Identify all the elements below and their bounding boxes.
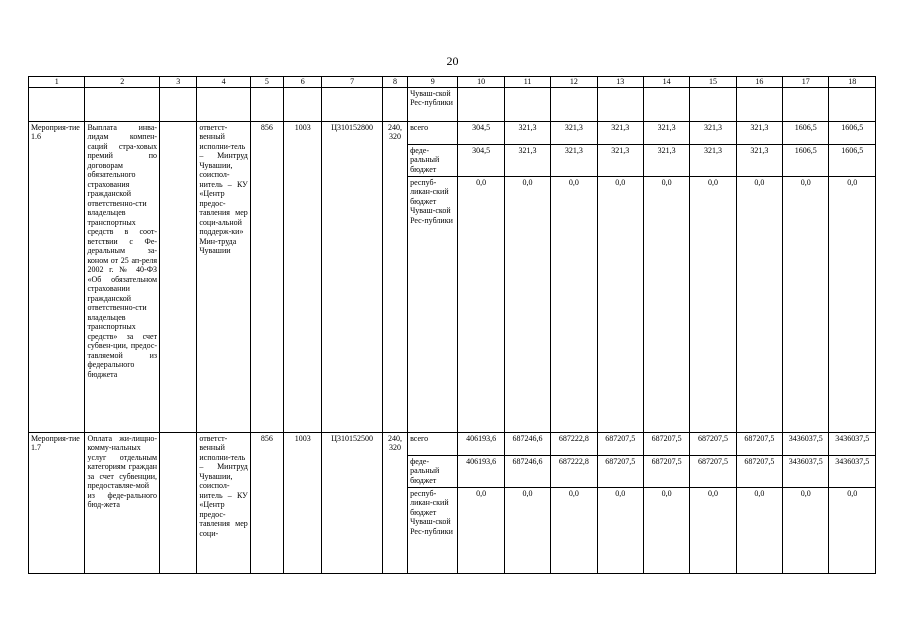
col-header: 2 (85, 77, 160, 88)
source-name: феде-ральный бюджет (408, 144, 458, 176)
value-cell: 687207,5 (690, 455, 736, 487)
value-cell: 687207,5 (597, 432, 643, 455)
source-name: респуб-ликан-ский бюджет Чуваш-ской Рес-публики (408, 176, 458, 432)
value-cell: 0,0 (597, 176, 643, 432)
value-cell: 687246,6 (504, 432, 550, 455)
col-header: 15 (690, 77, 736, 88)
value-cell: 687207,5 (690, 432, 736, 455)
value-cell: 0,0 (643, 487, 689, 573)
page-number: 20 (446, 54, 459, 68)
grbs-code: 856 (250, 432, 283, 573)
value-cell: 687207,5 (736, 455, 782, 487)
measure-code: Мероприя-тие 1.6 (29, 121, 85, 432)
source-name: всего (408, 432, 458, 455)
value-cell: 0,0 (551, 176, 597, 432)
value-cell: 3436037,5 (783, 432, 829, 455)
value-cell: 304,5 (458, 144, 504, 176)
continuation-row (29, 87, 876, 121)
value-cell: 0,0 (829, 487, 876, 573)
col-header: 12 (551, 77, 597, 88)
value-cell: 321,3 (551, 144, 597, 176)
rzpr-code: 1003 (284, 121, 322, 432)
col-header: 17 (783, 77, 829, 88)
col-header: 14 (643, 77, 689, 88)
col-header: 11 (504, 77, 550, 88)
value-cell: 0,0 (736, 487, 782, 573)
value-cell: 0,0 (504, 487, 550, 573)
col-header: 13 (597, 77, 643, 88)
value-cell: 0,0 (829, 176, 876, 432)
value-cell: 687246,6 (504, 455, 550, 487)
col-header: 5 (250, 77, 283, 88)
grbs-code: 856 (250, 121, 283, 432)
value-cell: 0,0 (458, 487, 504, 573)
value-cell: 321,3 (597, 121, 643, 144)
csr-code: Ц310152500 (322, 432, 383, 573)
value-cell: 321,3 (690, 121, 736, 144)
value-cell: 321,3 (597, 144, 643, 176)
vr-code: 240, 320 (382, 121, 407, 432)
value-cell: 321,3 (690, 144, 736, 176)
value-cell: 321,3 (504, 144, 550, 176)
value-cell: 1606,5 (829, 121, 876, 144)
value-cell: 687222,8 (551, 432, 597, 455)
value-cell: 0,0 (551, 487, 597, 573)
value-cell: 687207,5 (643, 432, 689, 455)
value-cell: 1606,5 (829, 144, 876, 176)
col-header: 4 (197, 77, 250, 88)
col-header: 6 (284, 77, 322, 88)
value-cell: 0,0 (597, 487, 643, 573)
value-cell: 3436037,5 (829, 455, 876, 487)
value-cell: 406193,6 (458, 432, 504, 455)
value-cell: 321,3 (643, 144, 689, 176)
col-header: 7 (322, 77, 383, 88)
source-name: всего (408, 121, 458, 144)
measure-executor: ответст-венный исполни-тель – Минтруд Чувашии, соиспол-нитель – КУ «Центр предос-тавления мер соци-альной поддерж-ки» Мин-труда Чувашии (197, 121, 250, 432)
header-row (29, 77, 876, 88)
value-cell: 321,3 (643, 121, 689, 144)
value-cell: 0,0 (690, 176, 736, 432)
value-cell: 0,0 (783, 176, 829, 432)
value-cell: 406193,6 (458, 455, 504, 487)
col-header: 16 (736, 77, 782, 88)
value-cell: 321,3 (736, 121, 782, 144)
budget-table (28, 76, 876, 574)
value-cell: 3436037,5 (829, 432, 876, 455)
table-row (29, 121, 876, 144)
value-cell: 687207,5 (736, 432, 782, 455)
source-name: респуб-ликан-ский бюджет Чуваш-ской Рес-публики (408, 487, 458, 573)
value-cell: 1606,5 (783, 144, 829, 176)
vr-code: 240, 320 (382, 432, 407, 573)
value-cell: 1606,5 (783, 121, 829, 144)
value-cell: 0,0 (783, 487, 829, 573)
value-cell: 0,0 (458, 176, 504, 432)
measure-code: Мероприя-тие 1.7 (29, 432, 85, 573)
value-cell: 0,0 (690, 487, 736, 573)
value-cell: 0,0 (504, 176, 550, 432)
col-header: 1 (29, 77, 85, 88)
table-row (29, 432, 876, 455)
value-cell: 321,3 (551, 121, 597, 144)
value-cell: 687222,8 (551, 455, 597, 487)
col-header: 10 (458, 77, 504, 88)
value-cell: 687207,5 (643, 455, 689, 487)
value-cell: 687207,5 (597, 455, 643, 487)
value-cell: 304,5 (458, 121, 504, 144)
source-name: феде-ральный бюджет (408, 455, 458, 487)
col-header: 3 (160, 77, 197, 88)
measure-executor: ответст-венный исполни-тель – Минтруд Чувашии, соиспол-нитель – КУ «Центр предос-тавления мер соци- (197, 432, 250, 573)
value-cell: 321,3 (736, 144, 782, 176)
value-cell: 321,3 (504, 121, 550, 144)
rzpr-code: 1003 (284, 432, 322, 573)
value-cell: 0,0 (643, 176, 689, 432)
value-cell: 0,0 (736, 176, 782, 432)
col-header: 8 (382, 77, 407, 88)
measure-name: Оплата жи-лищно-комму-нальных услуг отдельным категориям граждан за счет субвенции, предоставляе-мой из феде-рального бюд-жета (85, 432, 160, 573)
source-cell: Чуваш-ской Рес-публики (408, 87, 458, 121)
csr-code: Ц310152800 (322, 121, 383, 432)
col-header: 9 (408, 77, 458, 88)
measure-name: Выплата инва-лидам компен-саций стра-ховых премий по договорам обязательного страхования гражданской ответственно-сти владельцев транспортных средств в соот-ветствии с Фе-деральным за-коном от 25 ап-реля 2002 г. № 40-ФЗ «Об обязательном страховании гражданской ответственно-сти владельцев транспортных средств» за счет субвен-ции, предос-тавляемой из федерального бюджета (85, 121, 160, 432)
value-cell: 3436037,5 (783, 455, 829, 487)
col-header: 18 (829, 77, 876, 88)
